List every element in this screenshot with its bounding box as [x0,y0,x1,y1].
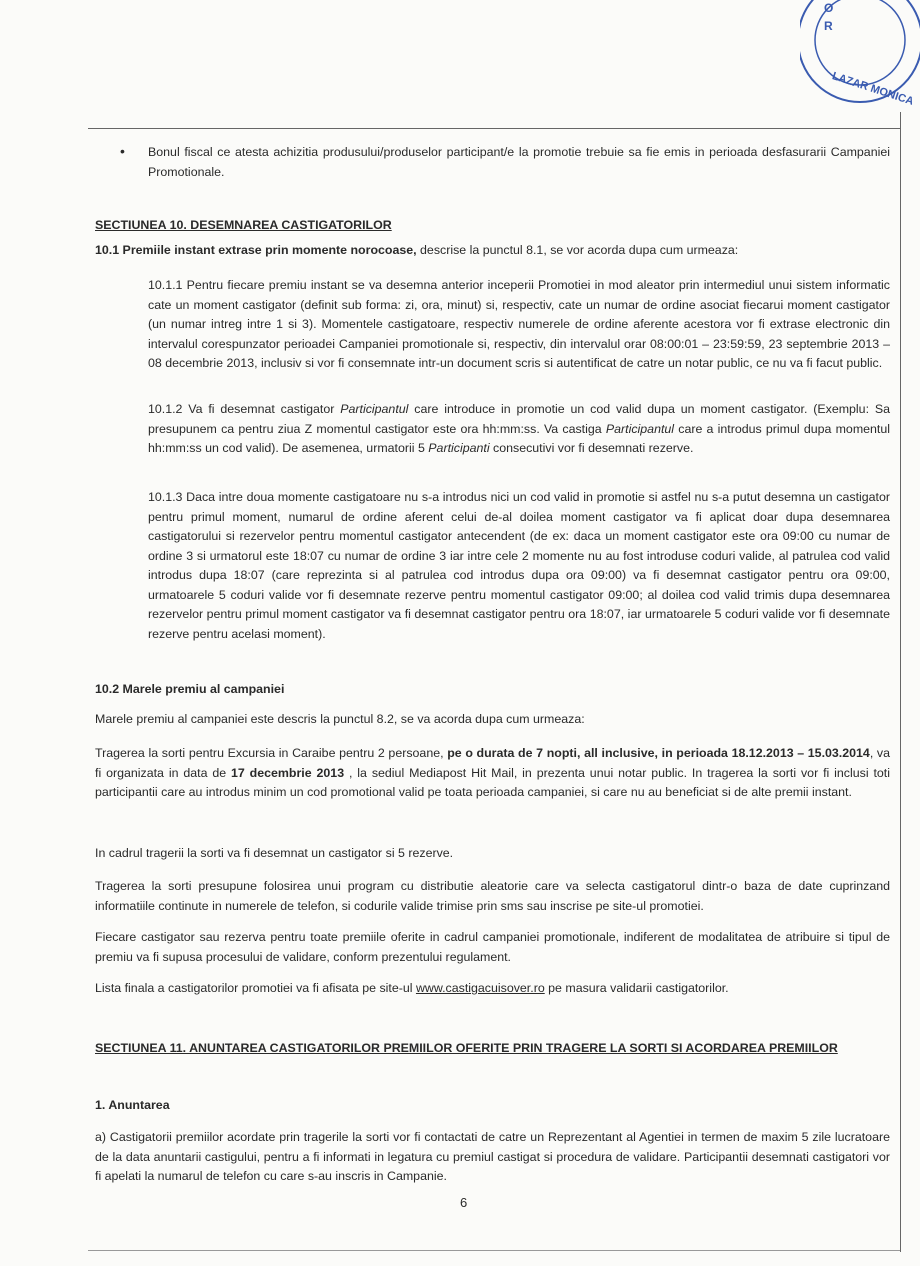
t: pe o durata de 7 nopti, all inclusive, in perioada 18.12.2013 – 15.03.2014 [447,746,870,760]
paragraph-10-1-2 [148,400,890,459]
section-11-title: SECTIUNEA 11. ANUNTAREA CASTIGATORILOR PREMIILOR OFERITE PRIN TRAGERE LA SORTI SI ACORDAREA PREMIILOR [95,1041,838,1055]
paragraph-cadrul: In cadrul tragerii la sorti va fi desemnat un castigator si 5 rezerve. [95,846,454,860]
t: consecutivi vor fi desemnati rezerve. [489,441,694,455]
notary-stamp [800,0,920,120]
t: Participantul [340,402,409,416]
paragraph-program: Tragerea la sorti presupune folosirea unui program cu distributie aleatorie care va selecta castigatorul dintr-o baza de date cuprinzand informatiile continute in numerele de telefon, si codurile valide trimise prin sms sau inscrise pe site-ul promotiei. [95,879,890,913]
page-frame-bottom [88,1250,900,1251]
paragraph-tragerea [95,744,890,803]
page-frame-right [900,112,901,1252]
section-10-title: SECTIUNEA 10. DESEMNAREA CASTIGATORILOR [95,218,392,232]
paragraph-11-a: a) Castigatorii premiilor acordate prin tragerile la sorti vor fi contactati de catre un Reprezentant al Agentiei in termen de maxim 5 zile lucratoare de la data anuntarii castigului, pentru a fi informati in legatura cu premiul castigat si procedura de validare. Participantii desemnati castigatori vor fi apelati la numarul de telefon cu care s-au inscris in Campanie. [95,1130,890,1183]
paragraph-10-1-text: descrise la punctul 8.1, se vor acorda dupa cum urmeaza: [416,243,739,257]
paragraph-10-1-bold: 10.1 Premiile instant extrase prin momente norocoase, [95,243,417,257]
heading-10-2: 10.2 Marele premiu al campaniei [95,682,285,696]
svg-text:O: O [824,1,834,15]
t: care a introdus primul dupa momentul hh:mm:ss un cod valid). De asemenea, urmatorii 5 [148,421,891,455]
paragraph-10-1 [95,241,890,261]
website-link[interactable]: www.castigacuisover.ro [415,981,545,995]
t: Tragerea la sorti pentru Excursia in Caraibe pentru 2 persoane, [95,746,448,760]
t: 10.1.2 Va fi desemnat castigator [148,402,341,416]
paragraph-10-2-intro: Marele premiu al campaniei este descris la punctul 8.2, se va acorda dupa cum urmeaza: [95,712,585,726]
bullet-paragraph: Bonul fiscal ce atesta achizitia produsului/produselor participant/e la promotie trebuie sa fie emis in perioada desfasurarii Campaniei Promotionale. [148,145,890,179]
bullet-icon: • [120,143,125,159]
t: Participanti [428,441,490,455]
t: Participantul [605,421,675,436]
svg-text:R: R [824,19,833,33]
svg-text:LAZAR MONICA: LAZAR MONICA [830,70,916,108]
paragraph-fiecare: Fiecare castigator sau rezerva pentru toate premiile oferite in cadrul campaniei promotionale, indiferent de modalitatea de atribuire si tipul de premiu va fi supusa procesului de validare, conform prezentului regulament. [95,930,890,964]
paragraph-lista [95,979,890,999]
t: pe masura validarii castigatorilor. [544,981,729,995]
paragraph-10-1-3: 10.1.3 Daca intre doua momente castigatoare nu s-a introdus nici un cod valid in promotie si astfel nu s-a putut desemna un castigator pentru primul moment, numarul de ordine aferent celui de-al doilea moment castigator va fi aplicat doar dupa desemnarea castigatorului si rezervelor pentru momentul castigator antecendent (de ex: daca un moment castigator este ora 09:00 cu numar de ordine 3 si urmatorul este 18:07 cu numar de ordine 3 iar intre cele 2 momente nu au fost introduse coduri valide, al patrulea cod valid introdus dupa 18:07 (care reprezinta si al patrulea cod introdus dupa ora 09:00) va fi desemnat castigator pentru ora 09:00, urmatoarele 5 coduri valide vor fi desemnate rezerve pentru momentul castigator 09:00; al doilea cod valid trimis dupa desemnarea rezervelor pentru primul moment castigator va fi desemnat castigator pentru ora 18:07, iar urmatoarele 5 coduri valide vor fi desemnate rezerve pentru acelasi moment). [148,490,890,641]
paragraph-10-1-1: 10.1.1 Pentru fiecare premiu instant se va desemna anterior inceperii Promotiei in mod aleator prin intermediul unui sistem informatic cate un moment castigator (definit sub forma: zi, ora, minut) si, respectiv, cate un numar de ordine asociat fiecarui moment castigator (un numar intreg intre 1 si 3). Momentele castigatoare, respectiv numerele de ordine aferente acestora vor fi extrase electronic din intervalul corespunzator perioadei Campaniei promotionale si, respectiv, din intervalul orar 08:00:01 – 23:59:59, 23 septembrie 2013 – 08 decembrie 2013, inclusiv si vor fi consemnate intr-un document scris si autentificat de catre un notar public, ce nu va fi facut public. [148,278,890,370]
page-frame-top [88,128,900,129]
page-number: 6 [460,1195,468,1210]
t: 17 decembrie 2013 [231,765,345,780]
t: care introduce in promotie un cod valid dupa un moment castigator. (Exemplu: Sa presupunem ca pentru ziua Z momentul castigator este ora hh:mm:ss. Va castiga [148,402,891,436]
t: , la sediul Mediapost Hit Mail, in prezenta unui notar public. In tragerea la sorti vor fi inclusi toti participantii care au introdus minim un cod promotional valid pe toata perioada campaniei, si care nu au beneficiat si de alte premii instant. [95,765,890,799]
t: Lista finala a castigatorilor promotiei va fi afisata pe site-ul [95,981,416,995]
subheading-anuntarea: 1. Anuntarea [95,1098,170,1112]
t: , va fi organizata in data de [95,746,890,780]
